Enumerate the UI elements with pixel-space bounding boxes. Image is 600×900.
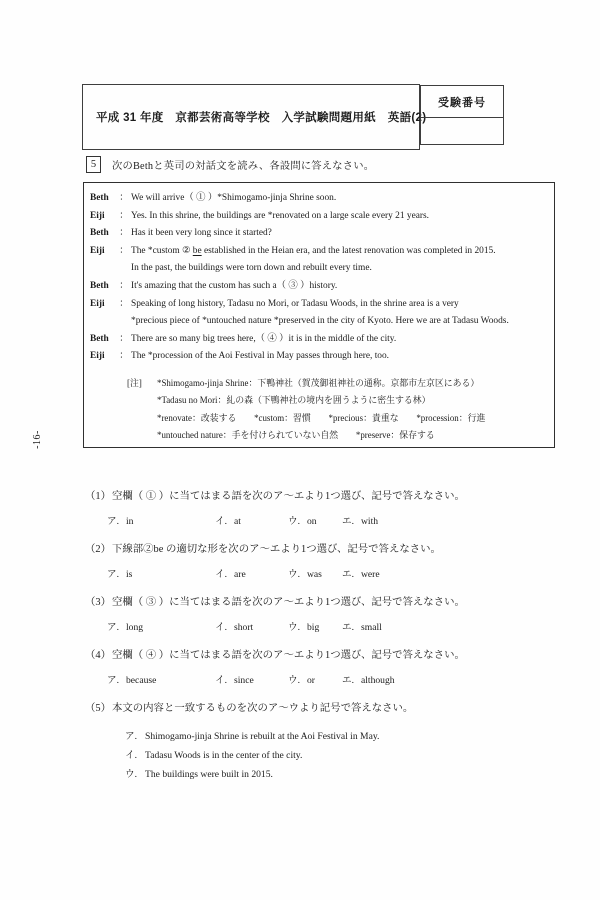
options-row [107, 674, 565, 687]
option-text: Shimogamo-jinja Shrine is rebuilt at the Aoi Festival in May. [145, 731, 380, 742]
option-text: was [307, 569, 322, 580]
speaker-name: Eiji [90, 298, 105, 309]
exam-number-label: 受験番号 [421, 86, 503, 118]
option [342, 621, 382, 634]
option [107, 515, 215, 528]
option [288, 515, 342, 528]
option-label: ウ. [288, 622, 300, 633]
question-block-2 [85, 542, 565, 581]
option-label: ウ. [288, 516, 300, 527]
option-text: are [234, 569, 246, 580]
dialogue-line [90, 278, 550, 296]
option [107, 674, 215, 687]
question-prompt: 下線部②be の適切な形を次のア～エより1つ選び、記号で答えなさい。 [112, 544, 441, 555]
options-row [107, 515, 565, 528]
option-text: small [361, 622, 382, 633]
underlined-word: be [192, 245, 202, 256]
option [215, 568, 288, 581]
option [288, 674, 342, 687]
section-instruction: 次のBethと英司の対話文を読み、各設問に答えなさい。 [112, 161, 375, 172]
option [125, 727, 565, 746]
note-line [90, 392, 550, 409]
speaker-name: Beth [90, 333, 109, 344]
option-label: エ. [342, 675, 354, 686]
option-label: エ. [342, 569, 354, 580]
dialogue-line [90, 296, 550, 314]
option [342, 568, 380, 581]
dialogue-text: In the past, the buildings were torn down and rebuilt every time. [131, 263, 372, 274]
question-line [85, 595, 565, 610]
speaker-colon: ： [119, 210, 129, 221]
speaker-colon [119, 260, 129, 278]
options-row [107, 621, 565, 634]
question-number: （2） [85, 544, 111, 555]
questions-section [85, 489, 565, 798]
option-label: エ. [342, 516, 354, 527]
speaker-colon: ： [119, 333, 129, 344]
dialogue-text-pre: The *custom ② [131, 245, 193, 256]
question-line [85, 489, 565, 504]
note-label: [注] [127, 377, 142, 388]
question-number: （1） [85, 491, 111, 502]
speaker-name: Beth [90, 193, 109, 203]
option-text: is [126, 569, 133, 580]
speaker-colon: ： [119, 228, 129, 239]
page-number: -16- [31, 430, 43, 449]
option-label: ア. [107, 516, 119, 527]
dialogue-line [90, 348, 550, 366]
dialogue-line-continuation [90, 313, 550, 331]
dialogue-text: We will arrive（ ① ）*Shimogamo-jinja Shrine soon. [131, 193, 337, 203]
option-label: イ. [125, 750, 137, 761]
speaker-colon [119, 313, 129, 331]
dialogue-line [90, 331, 550, 349]
speaker-colon: ： [119, 245, 129, 256]
exam-number-cell [421, 118, 503, 144]
dialogue-line [90, 190, 550, 208]
option-label: エ. [342, 622, 354, 633]
dialogue-text: Speaking of long history, Tadasu no Mori, or Tadasu Woods, in the shrine area is a very [131, 298, 459, 309]
note-label [127, 427, 157, 444]
notes-block [90, 375, 550, 445]
dialogue-line-continuation [90, 260, 550, 278]
question-block-5 [85, 701, 565, 784]
option-text: big [307, 622, 320, 633]
option [342, 515, 378, 528]
option [288, 621, 342, 634]
option-text: with [361, 516, 379, 527]
dialogue-line [90, 225, 550, 243]
option [125, 765, 565, 784]
note-label [127, 410, 157, 427]
question-block-3 [85, 595, 565, 634]
question-number: （4） [85, 650, 111, 661]
question-prompt: 空欄（ ③ ）に当てはまる語を次のア～エより1つ選び、記号で答えなさい。 [112, 597, 465, 608]
section-number-box: 5 [86, 156, 101, 173]
option-label: ウ. [125, 769, 137, 780]
option [107, 621, 215, 634]
speaker-name: Eiji [90, 210, 105, 221]
dialogue-line [90, 208, 550, 226]
note-line [90, 410, 550, 427]
note-line [90, 427, 550, 444]
speaker-name: Eiji [90, 351, 105, 362]
option-label: イ. [215, 516, 227, 527]
speaker-name: Beth [90, 228, 109, 239]
option-text: since [234, 675, 254, 686]
option-text: or [307, 675, 315, 686]
dialogue-text: Yes. In this shrine, the buildings are *renovated on a large scale every 21 years. [131, 210, 430, 221]
option-label: ア. [125, 731, 137, 742]
dialogue-text [131, 243, 496, 261]
question-line [85, 701, 565, 716]
speaker-colon: ： [119, 280, 129, 291]
dialogue-text-post: established in the Heian era, and the latest renovation was completed in 2015. [201, 245, 496, 256]
speaker-colon: ： [119, 193, 129, 203]
option [215, 515, 288, 528]
option [215, 621, 288, 634]
option-text: on [307, 516, 317, 527]
question-line [85, 542, 565, 557]
speaker-name [90, 260, 119, 278]
speaker-name [90, 313, 119, 331]
option-text: Tadasu Woods is in the center of the city. [145, 750, 303, 761]
dialogue-box [83, 182, 555, 448]
option-text: short [234, 622, 254, 633]
speaker-name: Beth [90, 280, 109, 291]
option-text: long [126, 622, 144, 633]
option-label: イ. [215, 622, 227, 633]
speaker-colon: ： [119, 351, 129, 362]
note-text: *untouched nature：手を付けられていない自然 *preserve：保存する [157, 430, 435, 441]
dialogue-text: Has it been very long since it started? [131, 228, 272, 239]
option [215, 674, 288, 687]
note-text: *Tadasu no Mori：糺の森（下鴨神社の境内を囲うように密生する林） [157, 395, 431, 406]
note-text: *renovate：改装する *custom：習慣 *precious：貴重な *procession：行進 [157, 412, 486, 423]
exam-number-box [420, 85, 504, 145]
option-label: ウ. [288, 675, 300, 686]
option-label: ウ. [288, 569, 300, 580]
options-list [125, 727, 565, 784]
dialogue-text: *precious piece of *untouched nature *preserved in the city of Kyoto. Here we are at Tadasu Woods. [131, 316, 509, 327]
option [342, 674, 395, 687]
option-label: ア. [107, 569, 119, 580]
dialogue-text: There are so many big trees here,（ ④ ）it is in the middle of the city. [131, 333, 397, 344]
question-block-4 [85, 648, 565, 687]
note-label [127, 392, 157, 409]
option-text: were [361, 569, 380, 580]
option-text: although [361, 675, 395, 686]
option-text: because [126, 675, 157, 686]
speaker-colon: ： [119, 298, 129, 309]
dialogue-text: The *procession of the Aoi Festival in May passes through here, too. [131, 351, 390, 362]
question-prompt: 空欄（ ④ ）に当てはまる語を次のア～エより1つ選び、記号で答えなさい。 [112, 650, 465, 661]
question-prompt: 空欄（ ① ）に当てはまる語を次のア～エより1つ選び、記号で答えなさい。 [112, 491, 465, 502]
question-prompt: 本文の内容と一致するものを次のア～ウより記号で答えなさい。 [112, 703, 414, 714]
note-line [90, 375, 550, 392]
options-row [107, 568, 565, 581]
option [125, 746, 565, 765]
dialogue-line [90, 243, 550, 261]
question-number: （3） [85, 597, 111, 608]
question-line [85, 648, 565, 663]
option-label: イ. [215, 569, 227, 580]
option-label: ア. [107, 675, 119, 686]
option-text: The buildings were built in 2015. [145, 769, 273, 780]
section-heading [86, 156, 374, 173]
question-block-1 [85, 489, 565, 528]
option-text: in [126, 516, 134, 527]
exam-title: 平成 31 年度 京都芸術高等学校 入学試験問題用紙 英語(2) [96, 112, 427, 124]
question-number: （5） [85, 703, 111, 714]
dialogue-text: It's amazing that the custom has such a（ ③ ）history. [131, 280, 338, 291]
option-text: at [234, 516, 241, 527]
note-text: *Shimogamo-jinja Shrine：下鴨神社（賀茂御祖神社の通称。京都市左京区にある） [157, 377, 480, 388]
option-label: ア. [107, 622, 119, 633]
speaker-name: Eiji [90, 245, 105, 256]
exam-title-box [82, 84, 427, 150]
option [107, 568, 215, 581]
option-label: イ. [215, 675, 227, 686]
option [288, 568, 342, 581]
